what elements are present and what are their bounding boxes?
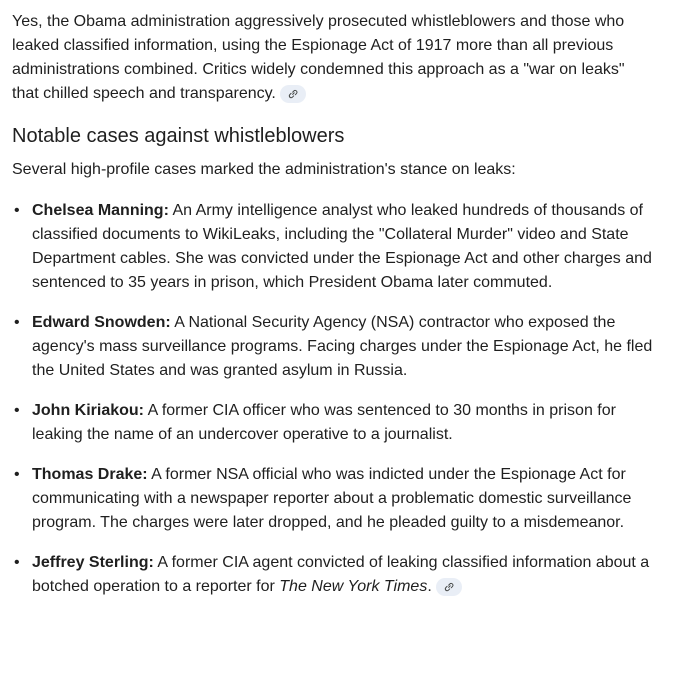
- case-name: Thomas Drake:: [32, 466, 148, 483]
- bullet: •: [14, 402, 20, 419]
- source-link-chip[interactable]: [436, 578, 462, 596]
- list-item: [12, 463, 653, 535]
- list-item: [12, 551, 653, 599]
- bullet: •: [14, 554, 20, 571]
- bullet: •: [14, 314, 20, 331]
- section-intro: Several high-profile cases marked the administration's stance on leaks:: [12, 161, 516, 178]
- link-icon: [287, 88, 299, 100]
- case-text: A National Security Agency (NSA) contractor who exposed the agency's mass surveillance programs. Facing charges under the Espionage Act, he fled the United States and was granted asylum in Russia.: [32, 314, 653, 379]
- publication-title: The New York Times: [279, 578, 428, 595]
- case-name: John Kiriakou:: [32, 402, 145, 419]
- list-item: [12, 399, 653, 447]
- case-text: A former CIA officer who was sentenced to 30 months in prison for leaking the name of an undercover operative to a journalist.: [32, 402, 616, 443]
- case-name: Edward Snowden:: [32, 314, 171, 331]
- cases-list: [12, 199, 653, 599]
- list-item: [12, 199, 653, 295]
- source-link-chip[interactable]: [280, 85, 306, 103]
- section-heading: Notable cases against whistleblowers: [12, 125, 345, 147]
- bullet: •: [14, 202, 20, 219]
- case-name: Jeffrey Sterling:: [32, 554, 154, 571]
- link-icon: [443, 581, 455, 593]
- case-text-end: .: [427, 578, 432, 595]
- list-item: [12, 311, 653, 383]
- case-name: Chelsea Manning:: [32, 202, 169, 219]
- intro-text: Yes, the Obama administration aggressively prosecuted whistleblowers and those who leaked classified information, using the Espionage Act of 1917 more than all previous administrations combined. Critics widely condemned this approach as a "war on leaks" that chilled speech and transparency.: [12, 13, 625, 102]
- case-text: A former CIA agent convicted of leaking classified information about a botched operation to a reporter for: [32, 554, 650, 595]
- bullet: •: [14, 466, 20, 483]
- case-text: A former NSA official who was indicted under the Espionage Act for communicating with a newspaper reporter about a problematic domestic surveillance program. The charges were later dropped, and he pleaded guilty to a misdemeanor.: [32, 466, 632, 531]
- case-text: An Army intelligence analyst who leaked hundreds of thousands of classified documents to WikiLeaks, including the "Collateral Murder" video and State Department cables. She was convicted under the Espionage Act and other charges and sentenced to 35 years in prison, which President Obama later commuted.: [32, 202, 652, 291]
- intro-paragraph: [12, 10, 653, 106]
